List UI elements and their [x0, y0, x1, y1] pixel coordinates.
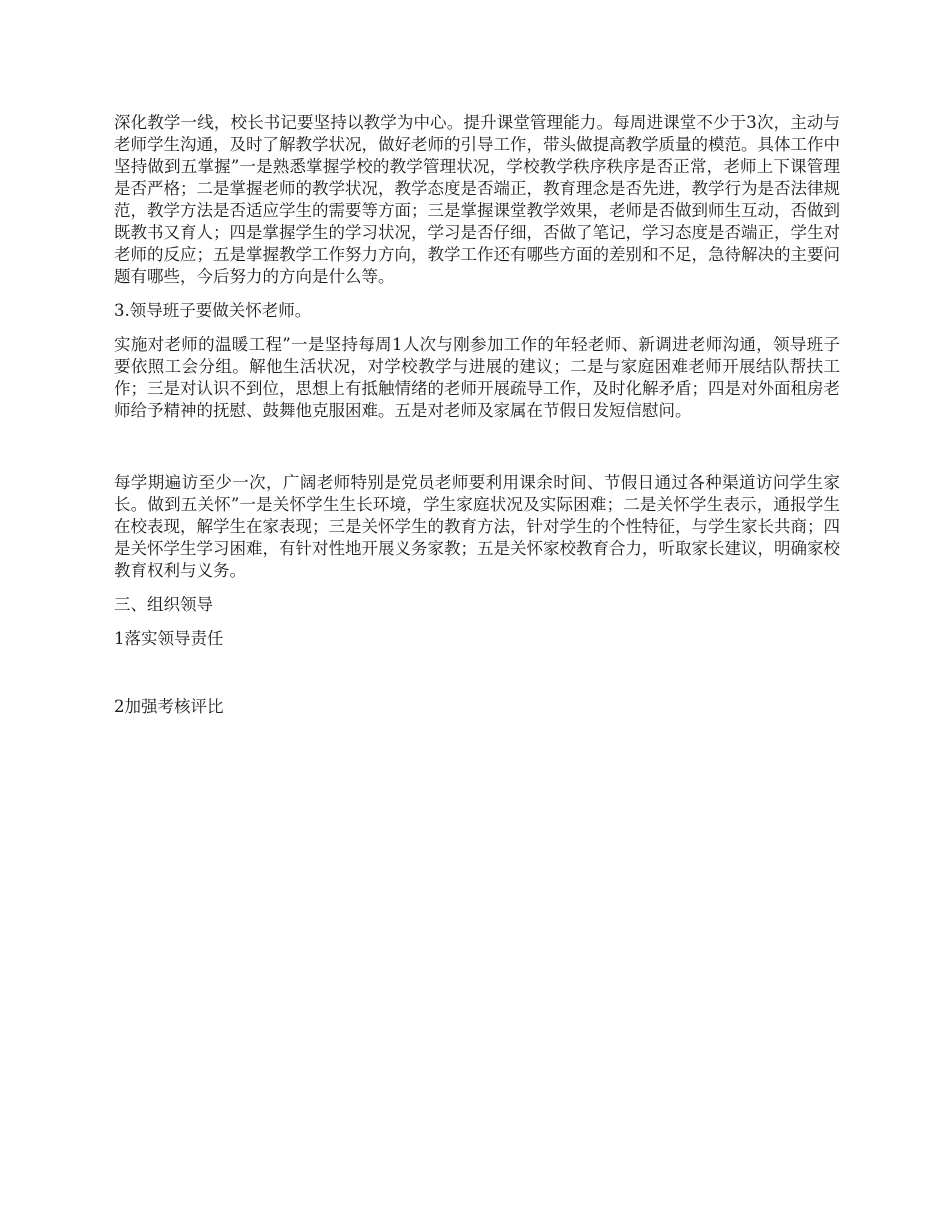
heading-care-teachers: 3.领导班子要做关怀老师。	[114, 301, 312, 320]
heading-assessment: 2加强考核评比	[114, 697, 224, 716]
document-page	[114, 112, 840, 730]
paragraph-home-visits: 每学期遍访至少一次，广阔老师特别是党员老师要利用课余时间、节假日通过各种渠道访问学生家长。做到五关怀”一是关怀学生生长环境，学生家庭状况及实际困难；二是关怀学生表示，通报学生在校表现，解学生在家表现；三是关怀学生的教育方法，针对学生的个性特征，与学生家长共商；四是关怀学生学习困难，有针对性地开展义务家教；五是关怀家校教育合力，听取家长建议，明确家校教育权利与义务。	[114, 473, 840, 580]
heading-organization-leadership: 三、组织领导	[114, 595, 213, 614]
paragraph-warmth-project: 实施对老师的温暖工程”一是坚持每周1人次与刚参加工作的年轻老师、新调进老师沟通，领导班子要依照工会分组。解他生活状况，对学校教学与进展的建议；二是与家庭困难老师开展结队帮扶工作；三是对认识不到位，思想上有抵触情绪的老师开展疏导工作，及时化解矛盾；四是对外面租房老师给予精神的抚慰、鼓舞他克服困难。五是对老师及家属在节假日发短信慰问。	[114, 335, 840, 420]
heading-leadership-responsibility: 1落实领导责任	[114, 629, 224, 648]
paragraph-teaching-management: 深化教学一线，校长书记要坚持以教学为中心。提升课堂管理能力。每周进课堂不少于3次，主动与老师学生沟通，及时了解教学状况，做好老师的引导工作，带头做提高教学质量的模范。具体工作中坚持做到五掌握”一是熟悉掌握学校的教学管理状况，学校教学秩序秩序是否正常，老师上下课管理是否严格；二是掌握老师的教学状况，教学态度是否端正，教育理念是否先进，教学行为是否法律规范，教学方法是否适应学生的需要等方面；三是掌握课堂教学效果，老师是否做到师生互动，否做到既教书又育人；四是掌握学生的学习状况，学习是否仔细，否做了笔记，学习态度是否端正，学生对老师的反应；五是掌握教学工作努力方向，教学工作还有哪些方面的差别和不足，急待解决的主要问题有哪些，今后努力的方向是什么等。	[114, 113, 840, 286]
